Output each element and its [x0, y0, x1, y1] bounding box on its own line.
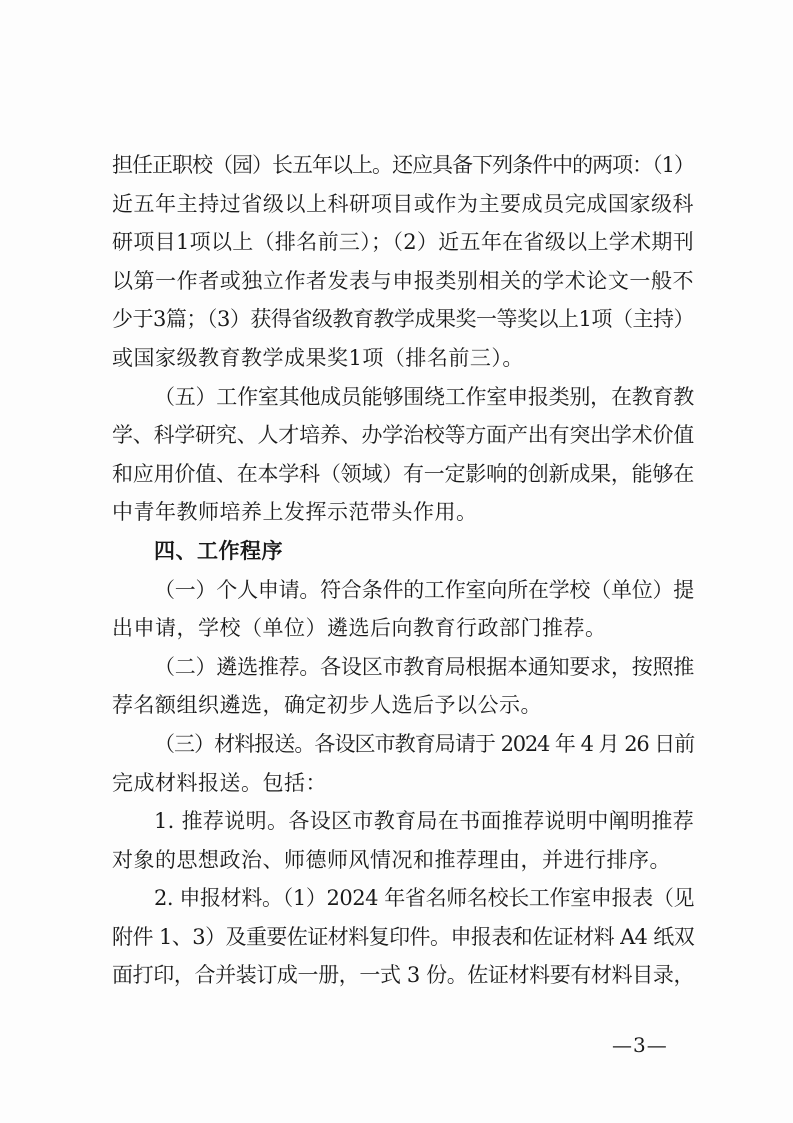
- page-number: —3—: [612, 1033, 668, 1057]
- text-line: 完成材料报送。包括：: [112, 770, 327, 795]
- text-line: 中青年教师培养上发挥示范带头作用。: [112, 500, 478, 525]
- text-line: 或国家级教育教学成果奖1项（排名前三）。: [112, 345, 524, 370]
- paragraph-start-line: （五）工作室其他成员能够围绕工作室申报类别，在教育教: [154, 384, 694, 409]
- text-line: 出申请，学校（单位）遴选后向教育行政部门推荐。: [112, 616, 607, 641]
- text-line: 担任正职校（园）长五年以上。还应具备下列条件中的两项：（1）: [112, 153, 694, 177]
- text-line: 附件 1、3）及重要佐证材料复印件。申报表和佐证材料 A4 纸双: [112, 924, 694, 949]
- text-line: 少于3篇；（3）获得省级教育教学成果奖一等奖以上1项（主持）: [112, 307, 694, 332]
- text-line: 研项目1项以上（排名前三）；（2）近五年在省级以上学术期刊: [112, 230, 694, 255]
- paragraph-start-line: （二）遴选推荐。各设区市教育局根据本通知要求，按照推: [154, 654, 694, 679]
- text-line: 荐名额组织遴选，确定初步人选后予以公示。: [112, 693, 542, 718]
- paragraph-start-line: （三）材料报送。各设区市教育局请于 2024 年 4 月 26 日前: [154, 731, 694, 756]
- paragraph-start-line: 1. 推荐说明。各设区市教育局在书面推荐说明中阐明推荐: [154, 809, 694, 834]
- text-line: 面打印，合并装订成一册，一式 3 份。佐证材料要有材料目录，: [112, 963, 694, 988]
- text-line: 近五年主持过省级以上科研项目或作为主要成员完成国家级科: [112, 191, 694, 216]
- body-text: [112, 146, 694, 995]
- paragraph-start-line: （一）个人申请。符合条件的工作室向所在学校（单位）提: [154, 577, 694, 602]
- text-line: 和应用价值、在本学科（领域）有一定影响的创新成果，能够在: [112, 461, 694, 486]
- section-heading: 四、工作程序: [154, 538, 283, 563]
- text-line: 对象的思想政治、师德师风情况和推荐理由，并进行排序。: [112, 847, 671, 872]
- text-line: 以第一作者或独立作者发表与申报类别相关的学术论文一般不: [112, 268, 694, 293]
- text-line: 学、科学研究、人才培养、办学治校等方面产出有突出学术价值: [112, 423, 694, 448]
- paragraph-start-line: 2. 申报材料。（1）2024 年省名师名校长工作室申报表（见: [154, 886, 694, 911]
